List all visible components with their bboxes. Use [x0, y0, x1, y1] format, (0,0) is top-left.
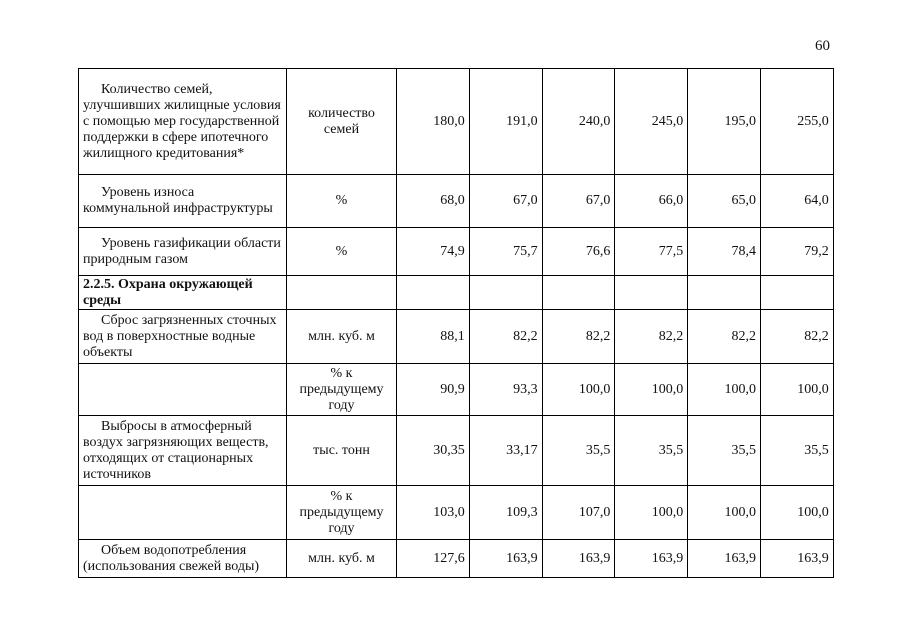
indicator-name: [79, 175, 287, 228]
value-cell: 93,3: [469, 364, 542, 416]
value-cell: 127,6: [397, 540, 470, 578]
value-cell: 64,0: [760, 175, 833, 228]
value-cell: 35,5: [615, 416, 688, 486]
indicator-name: [79, 69, 287, 175]
indicator-name: [79, 310, 287, 364]
value-cell: 82,2: [469, 310, 542, 364]
value-cell: 78,4: [688, 228, 761, 276]
value-cell: 79,2: [760, 228, 833, 276]
value-cell: 163,9: [542, 540, 615, 578]
value-cell: 74,9: [397, 228, 470, 276]
value-cell: 107,0: [542, 486, 615, 540]
table-row: [79, 364, 834, 416]
indicator-name: [79, 540, 287, 578]
value-cell: 33,17: [469, 416, 542, 486]
value-cell: 163,9: [469, 540, 542, 578]
table-row: [79, 175, 834, 228]
value-cell: 67,0: [469, 175, 542, 228]
value-cell: 195,0: [688, 69, 761, 175]
value-cell: 100,0: [760, 364, 833, 416]
empty-cell: [397, 276, 470, 310]
value-cell: 100,0: [760, 486, 833, 540]
indicator-name: [79, 416, 287, 486]
indicator-name: [79, 364, 287, 416]
unit-cell: тыс. тонн: [287, 416, 397, 486]
value-cell: 180,0: [397, 69, 470, 175]
value-cell: 68,0: [397, 175, 470, 228]
indicator-name-text: Выбросы в атмосферный воздух загрязняющих веществ, отходящих от стационарных источников: [83, 418, 269, 482]
indicator-table: [78, 68, 834, 578]
value-cell: 240,0: [542, 69, 615, 175]
indicator-name-text: Уровень газификации области природным газом: [83, 235, 281, 267]
empty-cell: [615, 276, 688, 310]
unit-cell: % к предыдущему году: [287, 486, 397, 540]
value-cell: 82,2: [615, 310, 688, 364]
indicator-name-text: Уровень износа коммунальной инфраструктуры: [83, 185, 273, 216]
unit-cell: %: [287, 228, 397, 276]
value-cell: 163,9: [615, 540, 688, 578]
table-row: [79, 486, 834, 540]
value-cell: 245,0: [615, 69, 688, 175]
value-cell: 82,2: [760, 310, 833, 364]
value-cell: 100,0: [688, 364, 761, 416]
value-cell: 100,0: [688, 486, 761, 540]
value-cell: 100,0: [615, 364, 688, 416]
value-cell: 30,35: [397, 416, 470, 486]
unit-cell: млн. куб. м: [287, 310, 397, 364]
indicator-name-text: Объем водопотребления (использования свежей воды): [83, 542, 260, 574]
value-cell: 82,2: [542, 310, 615, 364]
value-cell: 100,0: [542, 364, 615, 416]
indicator-name: [79, 228, 287, 276]
unit-cell: млн. куб. м: [287, 540, 397, 578]
value-cell: 35,5: [688, 416, 761, 486]
empty-cell: [469, 276, 542, 310]
table-row: [79, 228, 834, 276]
empty-cell: [287, 276, 397, 310]
value-cell: 255,0: [760, 69, 833, 175]
value-cell: 163,9: [760, 540, 833, 578]
empty-cell: [760, 276, 833, 310]
value-cell: 77,5: [615, 228, 688, 276]
value-cell: 90,9: [397, 364, 470, 416]
table-row: [79, 310, 834, 364]
value-cell: 109,3: [469, 486, 542, 540]
value-cell: 66,0: [615, 175, 688, 228]
indicator-name-text: Сброс загрязненных сточных вод в поверхностные водные объекты: [83, 312, 277, 360]
value-cell: 76,6: [542, 228, 615, 276]
value-cell: 65,0: [688, 175, 761, 228]
value-cell: 103,0: [397, 486, 470, 540]
value-cell: 35,5: [760, 416, 833, 486]
value-cell: 67,0: [542, 175, 615, 228]
indicator-name: [79, 486, 287, 540]
empty-cell: [542, 276, 615, 310]
table-row: [79, 540, 834, 578]
value-cell: 163,9: [688, 540, 761, 578]
page-number: 60: [815, 38, 830, 54]
table-row: [79, 416, 834, 486]
unit-cell: %: [287, 175, 397, 228]
value-cell: 88,1: [397, 310, 470, 364]
indicator-name-text: Количество семей, улучшивших жилищные условия с помощью мер государственной поддержки в сфере ипотечного жилищного кредитования*: [83, 81, 281, 161]
table-row: [79, 69, 834, 175]
unit-cell: % к предыдущему году: [287, 364, 397, 416]
section-row: [79, 276, 834, 310]
unit-cell: количество семей: [287, 69, 397, 175]
value-cell: 191,0: [469, 69, 542, 175]
empty-cell: [688, 276, 761, 310]
value-cell: 82,2: [688, 310, 761, 364]
section-title: 2.2.5. Охрана окружающей среды: [79, 276, 287, 310]
value-cell: 100,0: [615, 486, 688, 540]
value-cell: 35,5: [542, 416, 615, 486]
value-cell: 75,7: [469, 228, 542, 276]
